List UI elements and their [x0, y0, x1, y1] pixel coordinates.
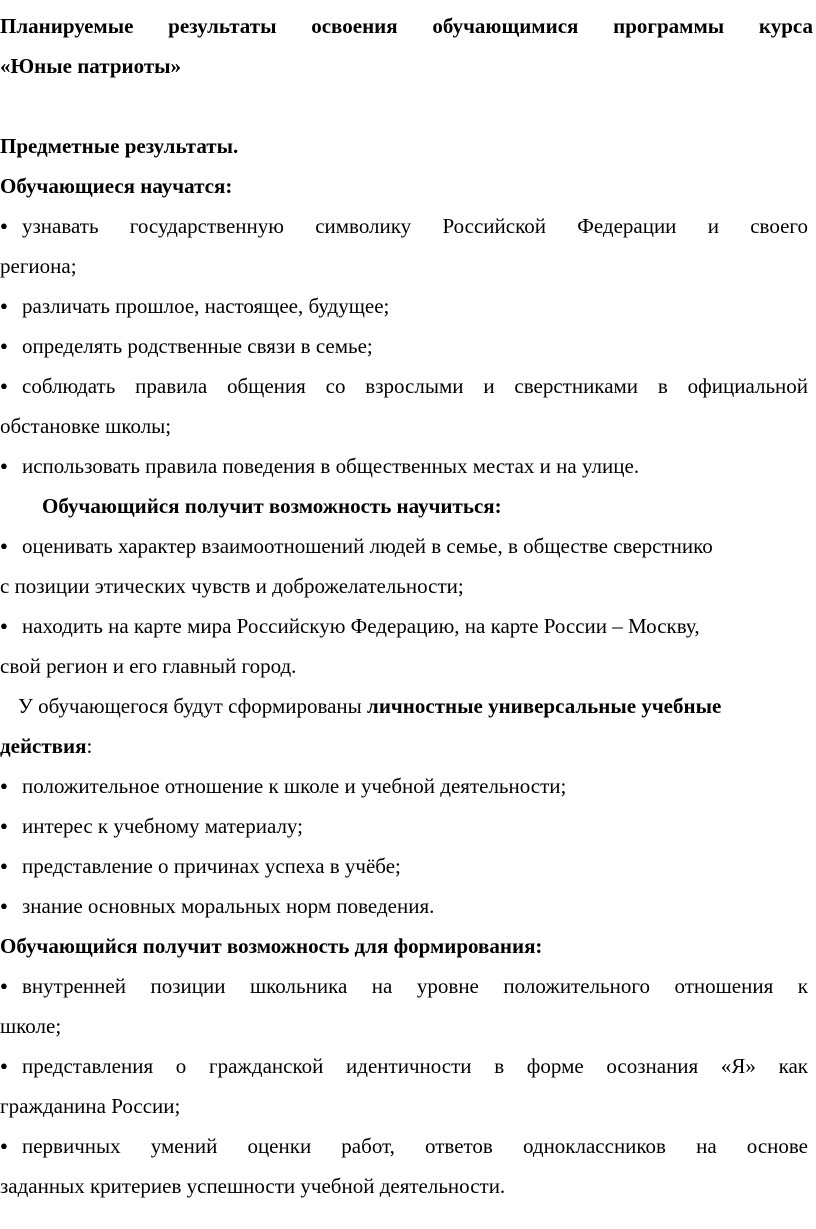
list-item: ● внутренней позиции школьника на уровне положительного отношения к	[0, 966, 808, 1006]
list-item-continuation: свой регион и его главный город.	[0, 654, 297, 678]
list-item: ● интерес к учебному материалу;	[0, 806, 816, 846]
bullet-icon: ●	[0, 1138, 8, 1153]
list-item-continuation: школе;	[0, 1014, 62, 1038]
list-item-continuation: заданных критериев успешности учебной деятельности.	[0, 1174, 506, 1198]
list-item-continuation: с позиции этических чувств и доброжелательности;	[0, 574, 464, 598]
list-item-continuation: обстановке школы;	[0, 414, 172, 438]
formation-heading: Обучающийся получит возможность для формирования:	[0, 934, 543, 958]
title-word: результаты	[168, 14, 277, 38]
bullet-icon: ●	[0, 538, 8, 553]
list-item: ● узнавать государственную символику Российской Федерации и своего	[0, 206, 808, 246]
bullet-icon: ●	[0, 378, 8, 393]
bullet-icon: ●	[0, 298, 8, 313]
title-word: программы	[613, 14, 725, 38]
list-item: ● знание основных моральных норм поведения.	[0, 886, 816, 926]
list-item: ● определять родственные связи в семье;	[0, 326, 816, 366]
list-item: ● оценивать характер взаимоотношений людей в семье, в обществе сверстнико	[0, 526, 816, 566]
list-item: ● соблюдать правила общения со взрослыми и сверстниками в официальной	[0, 366, 808, 406]
title-word: освоения	[311, 14, 398, 38]
bullet-icon: ●	[0, 898, 8, 913]
list-item: ● использовать правила поведения в общественных местах и на улице.	[0, 446, 816, 486]
bullet-icon: ●	[0, 858, 8, 873]
bullet-icon: ●	[0, 1058, 8, 1073]
bullet-icon: ●	[0, 778, 8, 793]
section-heading-subject: Предметные результаты.	[0, 134, 239, 158]
bullet-icon: ●	[0, 218, 8, 233]
list-item: ● первичных умений оценки работ, ответов одноклассников на основе	[0, 1126, 808, 1166]
title-word: обучающимися	[432, 14, 579, 38]
list-item: ● положительное отношение к школе и учебной деятельности;	[0, 766, 816, 806]
list-item: ● представления о гражданской идентичности в форме осознания «Я» как	[0, 1046, 808, 1086]
bullet-icon: ●	[0, 818, 8, 833]
list-item-continuation: региона;	[0, 254, 77, 278]
document-title	[0, 6, 813, 46]
bullet-icon: ●	[0, 458, 8, 473]
personal-intro-line2: действия:	[0, 734, 93, 758]
bullet-icon: ●	[0, 618, 8, 633]
title-word: курса	[758, 14, 813, 38]
bullet-icon: ●	[0, 978, 8, 993]
bullet-icon: ●	[0, 338, 8, 353]
list-item: ● представление о причинах успеха в учёбе;	[0, 846, 816, 886]
document-title-line2: «Юные патриоты»	[0, 54, 182, 78]
list-item-continuation: гражданина России;	[0, 1094, 181, 1118]
title-word: Планируемые	[0, 14, 134, 38]
learn-heading: Обучающиеся научатся:	[0, 174, 233, 198]
opportunity-heading: Обучающийся получит возможность научиться:	[42, 494, 502, 518]
list-item: ● различать прошлое, настоящее, будущее;	[0, 286, 816, 326]
personal-intro: У обучающегося будут сформированы личностные универсальные учебные	[18, 694, 722, 718]
list-item: ● находить на карте мира Российскую Федерацию, на карте России – Москву,	[0, 606, 816, 646]
